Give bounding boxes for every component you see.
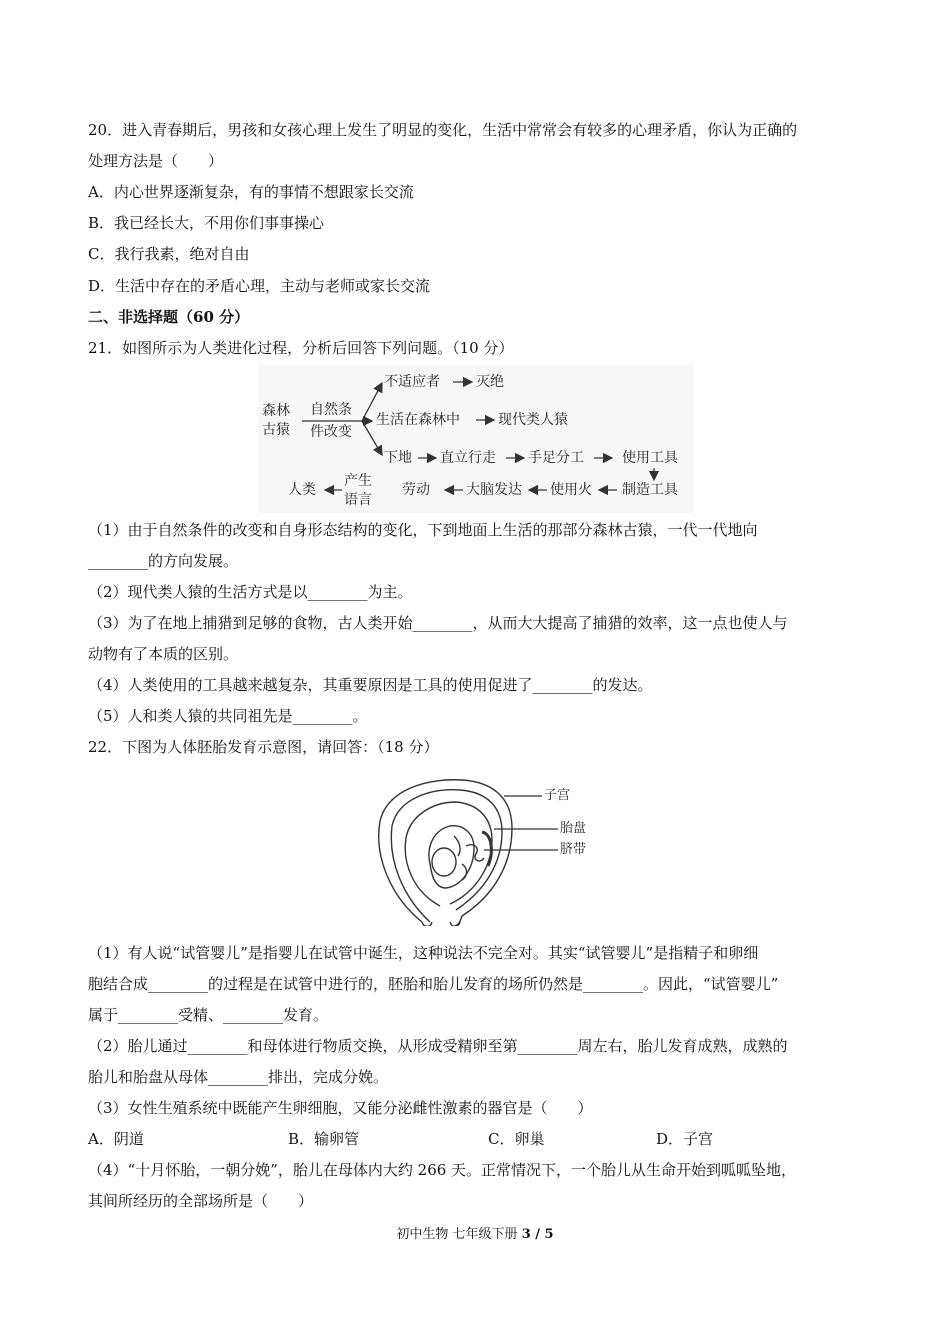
label-forest-ape-2: 古猿 — [262, 422, 290, 438]
q21-p1-line1: （1）由于自然条件的改变和自身形态结构的变化，下到地面上生活的那部分森林古猿，一代一代地向 — [88, 521, 758, 539]
q20-stem-line1: 20．进入青春期后，男孩和女孩心理上发生了明显的变化，生活中常常会有较多的心理矛盾，你认为正确的 — [88, 121, 798, 139]
q22-p1-line3: 属于________受精、________发育。 — [88, 1006, 329, 1024]
label-uterus: 子宫 — [544, 788, 571, 803]
section2-title: 二、非选择题（60 分） — [88, 308, 250, 326]
q22-p4-line1: （4）“十月怀胎，一朝分娩”，胎儿在母体内大约 266 天。正常情况下，一个胎儿从生命开始到呱呱坠地， — [88, 1161, 797, 1179]
q21-p4: （4）人类使用的工具越来越复杂，其重要原因是工具的使用促进了________的发达。 — [88, 676, 653, 694]
label-make-tools: 制造工具 — [622, 482, 678, 498]
label-live-in-forest: 生活在森林中 — [376, 412, 460, 428]
label-hand-foot: 手足分工 — [528, 450, 584, 466]
q21-stem: 21．如图所示为人类进化过程，分析后回答下列问题。（10 分） — [88, 339, 514, 357]
label-modern-apes: 现代类人猿 — [498, 412, 568, 428]
q22-p4-line2: 其间所经历的全部场所是（ ） — [88, 1192, 314, 1210]
label-language-2: 语言 — [344, 492, 372, 508]
label-go-ground: 下地 — [384, 450, 412, 466]
q21-p5: （5）人和类人猿的共同祖先是________。 — [88, 707, 368, 725]
label-human: 人类 — [288, 482, 316, 498]
q22-stem: 22．下图为人体胚胎发育示意图，请回答：（18 分） — [88, 738, 439, 756]
label-brain: 大脑发达 — [466, 482, 522, 498]
q22-p2-line1: （2）胎儿通过________和母体进行物质交换，从形成受精卵至第________周左右，胎儿发育成熟，成熟的 — [88, 1037, 788, 1055]
q20-option-c: C．我行我素，绝对自由 — [88, 245, 250, 263]
q22-p3-option-a: A．阴道 — [88, 1130, 144, 1148]
q21-p3-line2: 动物有了本质的区别。 — [88, 645, 239, 663]
label-language-1: 产生 — [344, 473, 372, 489]
label-use-fire: 使用火 — [550, 482, 592, 498]
label-placenta: 胎盘 — [560, 821, 587, 836]
q21-p1-line2: ________的方向发展。 — [88, 552, 239, 570]
footer-course: 初中生物 七年级下册 — [396, 1227, 522, 1242]
page-footer — [0, 1226, 950, 1244]
q21-p3-line1: （3）为了在地上捕猎到足够的食物，古人类开始________，从而大大提高了捕猎的效率，这一点也使人与 — [88, 614, 788, 632]
q22-p3-option-d: D．子宫 — [656, 1130, 714, 1148]
label-nature-change-2: 件改变 — [310, 424, 352, 440]
q20-option-a: A．内心世界逐渐复杂，有的事情不想跟家长交流 — [88, 183, 414, 201]
label-nature-change-1: 自然条 — [310, 402, 352, 418]
q22-p1-line1: （1）有人说“试管婴儿”是指婴儿在试管中诞生，这种说法不完全对。其实“试管婴儿”是指精子和卵细 — [88, 944, 759, 962]
label-unadapted: 不适应者 — [384, 374, 440, 390]
q22-p2-line2: 胎儿和胎盘从母体________排出，完成分娩。 — [88, 1068, 389, 1086]
embryo-development-diagram — [370, 776, 600, 926]
q22-p1-line2: 胞结合成________的过程是在试管中进行的，胚胎和胎儿发育的场所仍然是________。因此，“试管婴儿” — [88, 975, 779, 993]
human-evolution-diagram — [258, 365, 694, 513]
q22-p3-option-c: C．卵巢 — [488, 1130, 545, 1148]
label-umbilical-cord: 脐带 — [560, 842, 587, 857]
q22-p3-option-b: B．输卵管 — [288, 1130, 360, 1148]
q22-p3: （3）女性生殖系统中既能产生卵细胞，又能分泌雌性激素的器官是（ ） — [88, 1099, 593, 1117]
q20-option-b: B．我已经长大，不用你们事事操心 — [88, 214, 325, 232]
q20-stem-line2: 处理方法是（ ） — [88, 152, 224, 170]
q20-option-d: D．生活中存在的矛盾心理，主动与老师或家长交流 — [88, 277, 431, 295]
label-extinct: 灭绝 — [476, 374, 504, 390]
footer-page-number: 3 / 5 — [521, 1227, 554, 1242]
q21-p2: （2）现代类人猿的生活方式是以________为主。 — [88, 583, 413, 601]
label-labor: 劳动 — [402, 482, 430, 498]
label-use-tools: 使用工具 — [622, 450, 678, 466]
label-forest-ape-1: 森林 — [262, 403, 290, 419]
label-upright: 直立行走 — [440, 450, 496, 466]
